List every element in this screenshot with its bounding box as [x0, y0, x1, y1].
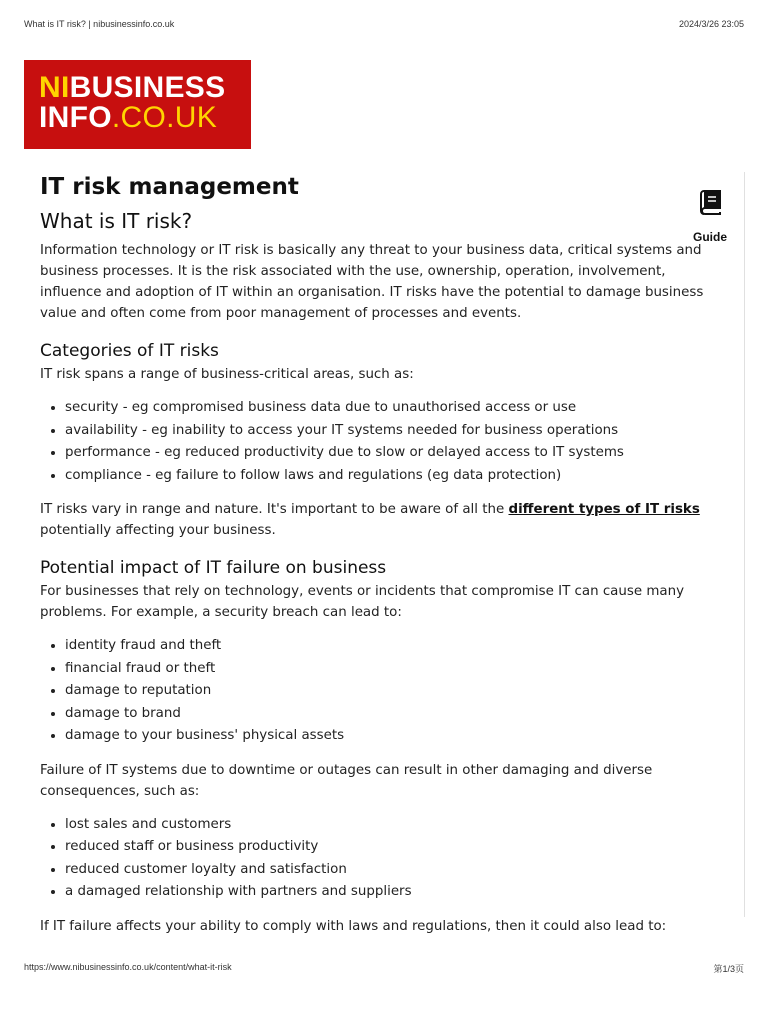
different-types-link[interactable]: different types of IT risks	[508, 502, 700, 517]
print-page-title: What is IT risk? | nibusinessinfo.co.uk	[24, 19, 175, 29]
list-item: • lost sales and customers	[65, 814, 700, 837]
impact-heading: Potential impact of IT failure on business	[40, 558, 387, 578]
list-item: • damage to brand	[65, 703, 700, 726]
list-item: • performance - eg reduced productivity due to slow or delayed access to IT systems	[65, 442, 700, 465]
downtime-list	[40, 814, 700, 904]
list-item: • reduced staff or business productivity	[65, 836, 700, 859]
risk-types-paragraph	[40, 499, 700, 541]
guide-label: Guide	[692, 230, 727, 244]
list-item: • damage to your business' physical assets	[65, 725, 700, 748]
list-item: • a damaged relationship with partners and suppliers	[65, 881, 700, 904]
risk-types-text-after: potentially affecting your business.	[40, 523, 276, 538]
sidebar-divider	[744, 172, 745, 917]
logo-co-uk: .CO.UK	[111, 101, 218, 134]
print-url: https://www.nibusinessinfo.co.uk/content/what-it-risk	[24, 962, 232, 972]
list-item: • damage to reputation	[65, 680, 700, 703]
categories-heading: Categories of IT risks	[40, 341, 219, 361]
list-item: • identity fraud and theft	[65, 635, 700, 658]
categories-lead: IT risk spans a range of business-critical areas, such as:	[40, 367, 414, 382]
print-footer	[24, 962, 744, 975]
breach-list	[40, 635, 700, 748]
list-item: • security - eg compromised business data due to unauthorised access or use	[65, 397, 700, 420]
print-header	[24, 19, 744, 29]
list-item: • reduced customer loyalty and satisfaction	[65, 859, 700, 882]
compliance-lead: If IT failure affects your ability to comply with laws and regulations, then it could also lead to:	[40, 918, 667, 934]
site-logo[interactable]	[24, 60, 251, 149]
list-item: • availability - eg inability to access your IT systems needed for business operations	[65, 420, 700, 443]
impact-lead: For businesses that rely on technology, events or incidents that compromise IT can cause many problems. For example, a security breach can lead to:	[40, 584, 685, 620]
categories-list	[40, 397, 700, 487]
list-item: • compliance - eg failure to follow laws and regulations (eg data protection)	[65, 465, 700, 488]
logo-ni: NI	[39, 71, 70, 104]
logo-business: BUSINESS	[69, 71, 226, 104]
print-datetime: 2024/3/26 23:05	[678, 19, 744, 29]
logo-info: INFO	[39, 101, 112, 134]
list-item: • financial fraud or theft	[65, 658, 700, 681]
downtime-lead: Failure of IT systems due to downtime or outages can result in other damaging and diverse consequences, such as:	[40, 762, 653, 799]
intro-paragraph: Information technology or IT risk is basically any threat to your business data, critical systems and business processes. It is the risk associated with the use, ownership, operation, involvement, influence and adoption of IT within an organisation. IT risks have the potential to damage business value and often come from poor management of processes and events.	[40, 243, 704, 321]
book-icon	[696, 201, 724, 220]
article	[40, 170, 704, 937]
page-subtitle: What is IT risk?	[40, 209, 193, 233]
risk-types-text-before: IT risks vary in range and nature. It's important to be aware of all the	[40, 502, 509, 517]
page-title: IT risk management	[40, 174, 299, 200]
print-page-number: 第1/3页	[713, 964, 744, 974]
